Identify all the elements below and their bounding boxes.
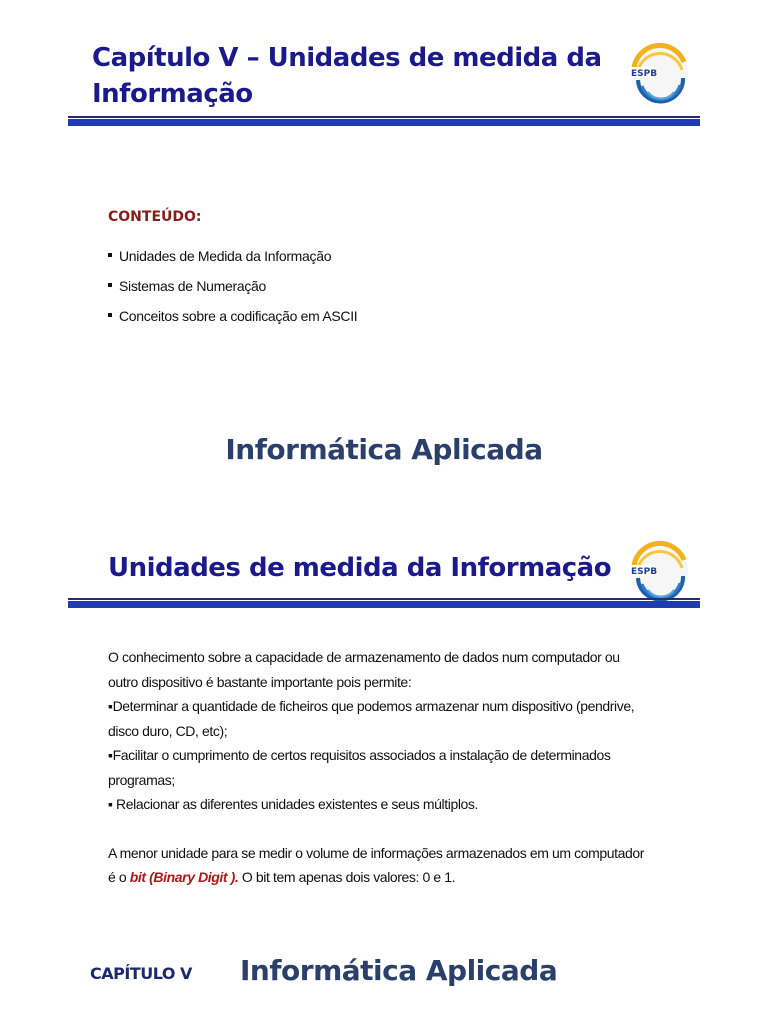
body-line: ▪ Relacionar as diferentes unidades existentes e seus múltiplos. bbox=[108, 796, 479, 812]
body-line: programas; bbox=[108, 771, 175, 788]
body-line: é o bit (Binary Digit ). O bit tem apenas dois valores: 0 e 1. bbox=[108, 869, 456, 885]
body-line: disco duro, CD, etc); bbox=[108, 722, 228, 739]
slide-2-title: Unidades de medida da Informação bbox=[108, 553, 612, 583]
slide-1-title-line-2: Informação bbox=[92, 79, 253, 109]
list-item: Unidades de Medida da Informação bbox=[108, 247, 357, 277]
slide-2-body bbox=[108, 645, 678, 890]
logo-text: ESPB bbox=[631, 69, 658, 79]
espb-logo bbox=[628, 42, 690, 109]
content-list bbox=[108, 247, 357, 337]
slide-1-title-line-1: Capítulo V – Unidades de medida da bbox=[92, 43, 602, 73]
content-heading: CONTEÚDO: bbox=[108, 209, 202, 225]
slide-1 bbox=[0, 0, 768, 500]
slide-2 bbox=[0, 520, 768, 920]
list-item: Sistemas de Numeração bbox=[108, 277, 357, 307]
body-line: outro dispositivo é bastante importante pois permite: bbox=[108, 673, 412, 690]
list-item: Conceitos sobre a codificação em ASCII bbox=[108, 307, 357, 337]
chapter-label: CAPÍTULO V bbox=[90, 964, 192, 983]
slide-2-header-rule bbox=[68, 598, 700, 608]
body-line: A menor unidade para se medir o volume de informações armazenados em um computador bbox=[108, 844, 645, 861]
bit-highlight: bit (Binary Digit ). bbox=[129, 869, 239, 885]
slide-1-header-rule bbox=[68, 116, 700, 126]
logo-text: ESPB bbox=[631, 567, 658, 577]
espb-logo bbox=[628, 540, 690, 607]
body-line: O conhecimento sobre a capacidade de armazenamento de dados num computador ou bbox=[108, 649, 620, 665]
slide-3 bbox=[0, 940, 768, 1024]
body-line: ▪Facilitar o cumprimento de certos requisitos associados a instalação de determinados bbox=[108, 747, 611, 763]
slide-3-title: Informática Aplicada bbox=[240, 954, 558, 987]
slide-1-title bbox=[92, 40, 602, 112]
slide-1-footer: Informática Aplicada bbox=[225, 433, 543, 466]
body-line: ▪Determinar a quantidade de ficheiros que podemos armazenar num dispositivo (pendrive, bbox=[108, 698, 635, 714]
